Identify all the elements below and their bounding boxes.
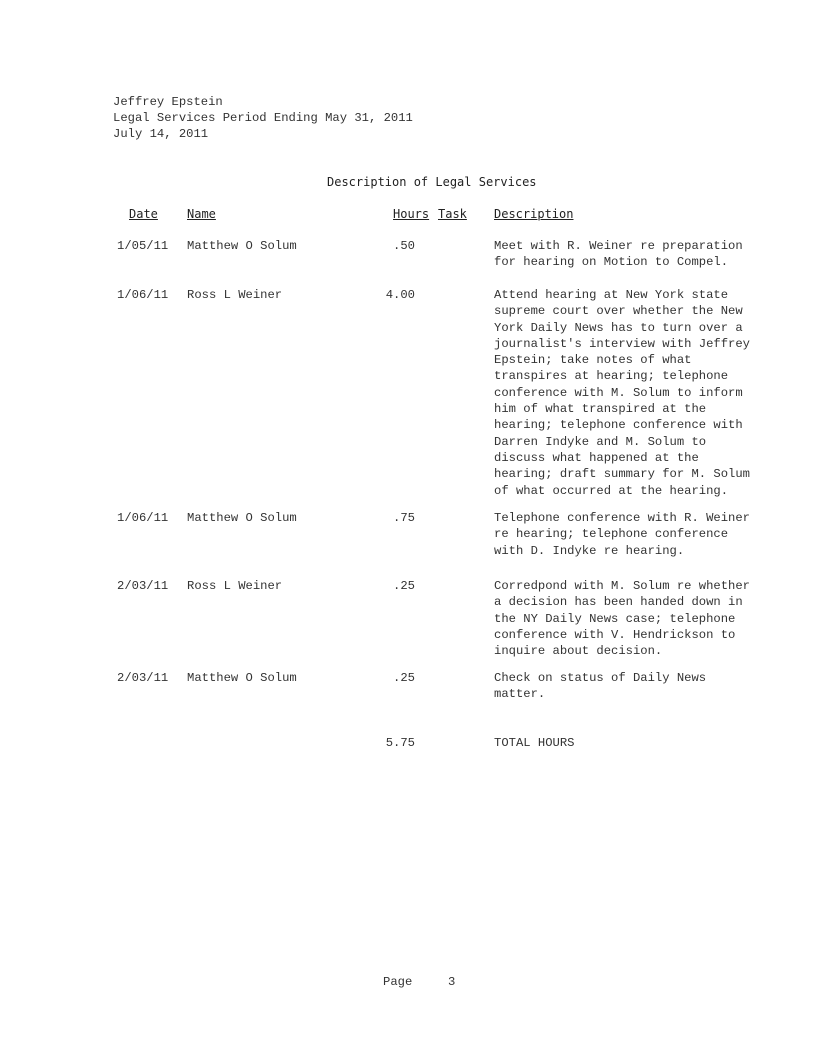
entry-date: 1/06/11 bbox=[117, 288, 169, 302]
entry-name: Ross L Weiner bbox=[187, 579, 283, 593]
page-number: 3 bbox=[448, 975, 456, 989]
entry-name: Matthew O Solum bbox=[187, 671, 297, 685]
page-title: Description of Legal Services bbox=[327, 175, 537, 189]
page-label: Page bbox=[383, 975, 413, 989]
total-hours: 5.75 bbox=[385, 736, 415, 750]
document-date: July 14, 2011 bbox=[113, 127, 209, 141]
entry-hours: .50 bbox=[393, 239, 415, 253]
entry-name: Ross L Weiner bbox=[187, 288, 283, 302]
entry-description: Corredpond with M. Solum re whether a decision has been handed down in the NY Daily News case; telephone conference with V. Hendrickson to inquire about decision. bbox=[494, 579, 750, 659]
entry-hours: 4.00 bbox=[385, 288, 415, 302]
entry-name: Matthew O Solum bbox=[187, 239, 297, 253]
col-description: Description bbox=[494, 207, 574, 221]
entry-date: 2/03/11 bbox=[117, 579, 169, 593]
col-name: Name bbox=[187, 207, 216, 221]
total-label: TOTAL HOURS bbox=[494, 736, 575, 750]
entry-hours: .25 bbox=[393, 671, 415, 685]
entry-name: Matthew O Solum bbox=[187, 511, 297, 525]
entry-date: 2/03/11 bbox=[117, 671, 169, 685]
col-task: Task bbox=[438, 207, 467, 221]
billing-period: Legal Services Period Ending May 31, 2011 bbox=[113, 111, 413, 125]
entry-description: Check on status of Daily News matter. bbox=[494, 671, 707, 702]
entry-description: Meet with R. Weiner re preparation for hearing on Motion to Compel. bbox=[494, 239, 743, 270]
entry-description: Attend hearing at New York state supreme court over whether the New York Daily News has to turn over a journalist's interview with Jeffrey Epstein; take notes of what transpires at hearing; telephone conference with M. Solum to inform him of what transpired at the hearing; telephone conference with Darren Indyke and M. Solum to discuss what happened at the hearing; draft summary for M. Solum of what occurred at the hearing. bbox=[494, 288, 750, 498]
entry-description: Telephone conference with R. Weiner re hearing; telephone conference with D. Indyke re hearing. bbox=[494, 511, 750, 558]
col-hours: Hours bbox=[393, 207, 430, 221]
entry-date: 1/06/11 bbox=[117, 511, 169, 525]
entry-hours: .75 bbox=[393, 511, 415, 525]
entry-date: 1/05/11 bbox=[117, 239, 169, 253]
col-date: Date bbox=[129, 207, 158, 221]
entry-hours: .25 bbox=[393, 579, 415, 593]
client-name: Jeffrey Epstein bbox=[113, 95, 223, 109]
